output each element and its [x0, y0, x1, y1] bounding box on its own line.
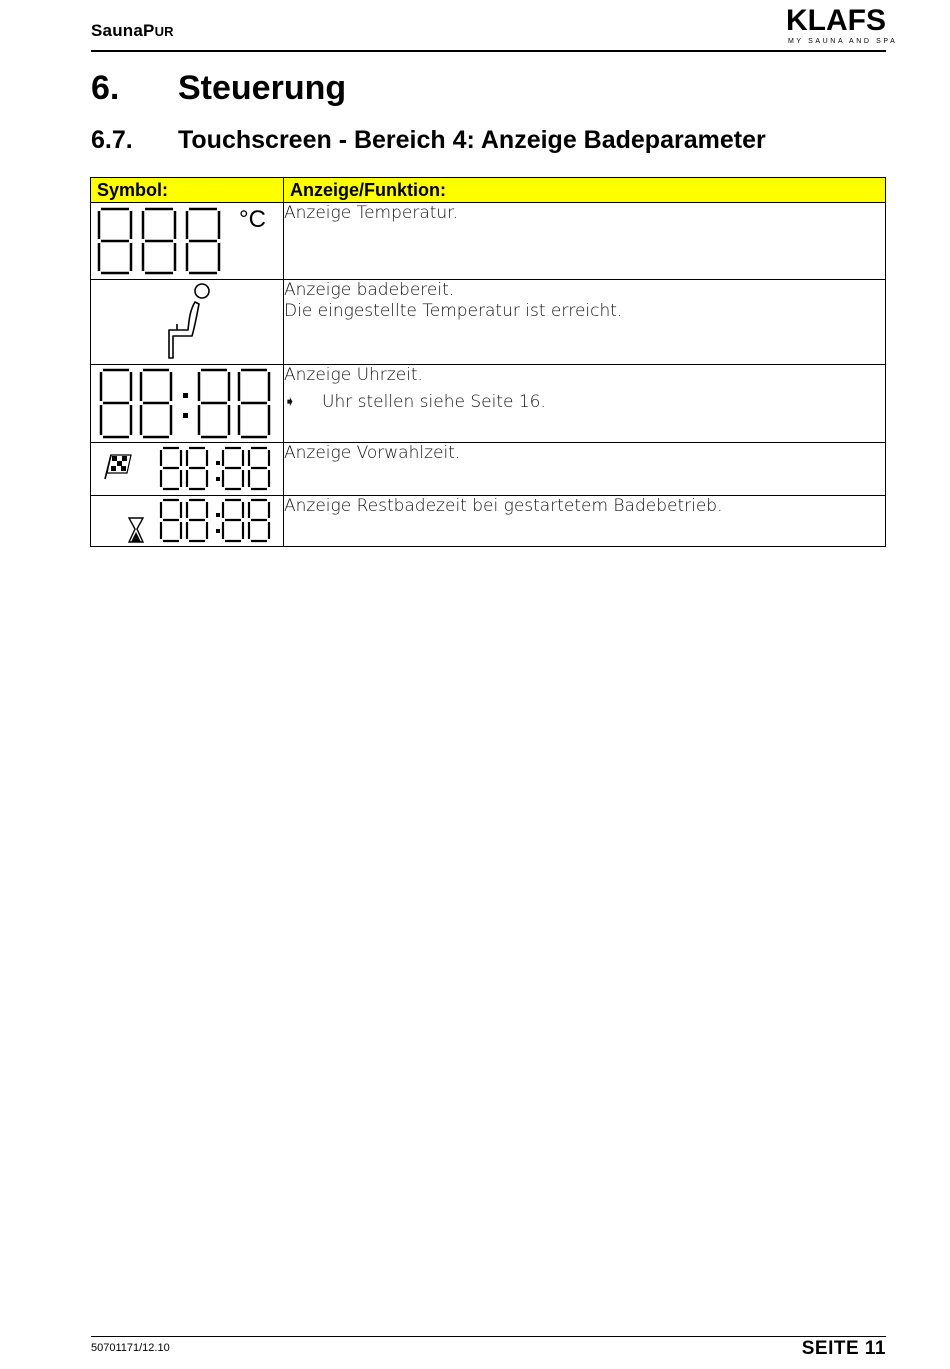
temperature-display-icon: [91, 203, 283, 279]
product-name-main: SaunaP: [91, 21, 155, 40]
parameter-table: [90, 177, 886, 547]
header-symbol: Symbol:: [91, 178, 284, 203]
logo-tagline: MY SAUNA AND SPA: [788, 38, 898, 45]
footer-divider: [91, 1336, 886, 1337]
product-name: [91, 21, 174, 41]
chapter-number: 6.: [91, 69, 120, 107]
row-text: Die eingestellte Temperatur ist erreicht.: [284, 301, 623, 321]
table-row: [91, 443, 886, 496]
table-header-row: [91, 178, 886, 203]
remaining-display-icon: [91, 496, 283, 546]
remaining-description: [284, 496, 886, 547]
header-function: Anzeige/Funktion:: [284, 178, 886, 203]
arrow-right-icon: ➧: [284, 394, 296, 410]
row-text: Anzeige badebereit.: [284, 280, 455, 300]
bullet-item: [284, 392, 885, 413]
product-name-small: UR: [154, 24, 174, 39]
checkered-flag-icon: [105, 455, 131, 479]
preset-display-icon: [91, 443, 283, 495]
row-text: Anzeige Uhrzeit.: [284, 365, 423, 385]
clock-description: [284, 365, 886, 443]
seated-person-icon: [91, 280, 283, 364]
bullet-text: Uhr stellen siehe Seite 16.: [322, 392, 546, 412]
clock-symbol: [91, 365, 284, 443]
logo-word: KLAFS: [786, 4, 886, 37]
chapter-heading: [91, 68, 346, 108]
table-row: [91, 280, 886, 365]
table-row: [91, 496, 886, 547]
temperature-symbol: [91, 203, 284, 280]
hourglass-icon: [129, 518, 143, 542]
header-divider: [91, 50, 886, 52]
clock-display-icon: [91, 365, 283, 442]
section-title: Touchscreen - Bereich 4: Anzeige Badeparameter: [178, 126, 766, 154]
document-number: 50701171/12.10: [91, 1342, 170, 1354]
section-number: 6.7.: [91, 126, 133, 154]
table-row: [91, 365, 886, 443]
klafs-logo: [780, 4, 898, 50]
row-text: Anzeige Temperatur.: [284, 203, 459, 223]
table-row: [91, 203, 886, 280]
ready-symbol: [91, 280, 284, 365]
row-text: Anzeige Vorwahlzeit.: [284, 443, 461, 463]
remaining-symbol: [91, 496, 284, 547]
row-text: Anzeige Restbadezeit bei gestartetem Badebetrieb.: [284, 496, 723, 516]
page-number: SEITE 11: [801, 1338, 886, 1359]
temperature-description: [284, 203, 886, 280]
preset-symbol: [91, 443, 284, 496]
ready-description: [284, 280, 886, 365]
section-heading: [91, 124, 766, 156]
svg-text:°C: °C: [239, 206, 266, 233]
preset-description: [284, 443, 886, 496]
chapter-title: Steuerung: [178, 69, 347, 107]
